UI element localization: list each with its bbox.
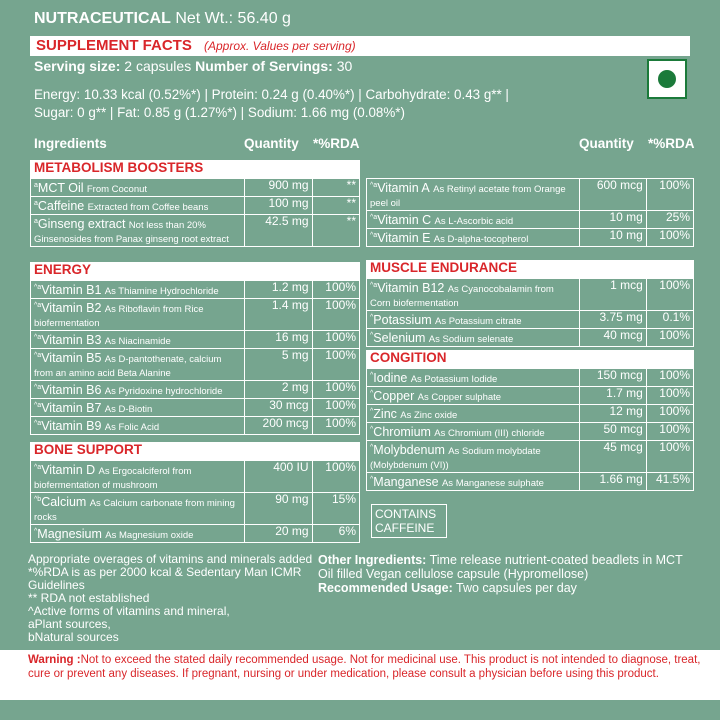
ingredient-cell <box>31 299 245 331</box>
ingredient-cell <box>367 279 580 311</box>
rows <box>367 179 694 247</box>
quantity-cell: 16 mg <box>244 331 312 349</box>
product-title <box>34 10 291 28</box>
rda-cell: 100% <box>646 441 693 473</box>
ingredient-source: As Thiamine Hydrochloride <box>104 286 219 297</box>
ingredient-source: As Potassium citrate <box>435 316 522 327</box>
rows <box>367 279 694 347</box>
footnote: Appropriate overages of vitamins and minerals added <box>28 552 313 566</box>
table-row <box>31 179 360 197</box>
ingredient-marker: ^a <box>34 464 42 471</box>
table-row <box>367 279 694 311</box>
ingredient-name: Vitamin C <box>377 213 432 227</box>
ingredient-marker: ^ <box>370 408 374 415</box>
ingredient-marker: ^a <box>370 232 378 239</box>
table-energy <box>30 280 360 435</box>
serving-info <box>34 58 352 74</box>
ingredient-cell <box>367 473 580 491</box>
table-muscle <box>366 278 694 347</box>
quantity-cell: 1.2 mg <box>244 281 312 299</box>
ingredient-source: As Ergocalciferol from biofermentation of mushroom <box>34 466 192 491</box>
table-vitamins <box>366 178 694 247</box>
quantity-cell: 90 mg <box>244 493 312 525</box>
ingredient-source: As Chromium (III) chloride <box>434 428 545 439</box>
ingredient-source: Not less than 20% Ginsenosides from Panax ginseng root extract <box>34 220 229 245</box>
section-title-metabolism: METABOLISM BOOSTERS <box>30 160 360 178</box>
quantity-cell: 20 mg <box>244 525 312 543</box>
rows <box>31 461 360 543</box>
ingredient-name: Vitamin A <box>377 181 430 195</box>
ingredient-name: MCT Oil <box>37 181 84 195</box>
ingredient-cell <box>31 331 245 349</box>
ingredient-name: Vitamin B5 <box>41 351 102 365</box>
ingredient-marker: ^ <box>370 426 374 433</box>
table-bone <box>30 460 360 543</box>
nutrition-line: Sugar: 0 g** | Fat: 0.85 g (1.27%*) | Sodium: 1.66 mg (0.08%*) <box>34 105 405 120</box>
warning-body: Not to exceed the stated daily recommended usage. Not for medicinal use. This product is not intended to diagnose, treat, cure or prevent any diseases. If pregnant, nursing or under medication, please consult a physician before using this product. <box>28 654 701 680</box>
quantity-cell: 600 mcg <box>579 179 646 211</box>
ingredient-cell <box>367 329 580 347</box>
table-row <box>367 229 694 247</box>
ingredient-marker: ^ <box>370 332 374 339</box>
rda-cell: ** <box>312 179 359 197</box>
ingredient-marker: ^ <box>34 528 38 535</box>
quantity-cell: 42.5 mg <box>244 215 312 247</box>
col-ingredients-header: Ingredients <box>34 136 107 151</box>
table-row <box>367 369 694 387</box>
ingredient-cell <box>367 179 580 211</box>
rda-cell: 100% <box>646 369 693 387</box>
ingredient-marker: ^a <box>34 302 42 309</box>
table-row <box>31 381 360 399</box>
rda-cell: 0.1% <box>646 311 693 329</box>
col-quantity-header-right: Quantity <box>579 136 634 151</box>
other-ingredients-text <box>318 553 698 581</box>
ingredient-source: As L-Ascorbic acid <box>434 216 514 227</box>
ingredient-cell <box>367 441 580 473</box>
ingredient-marker: ^ <box>370 314 374 321</box>
ingredient-cell <box>367 311 580 329</box>
ingredient-marker: ^a <box>34 352 42 359</box>
table-row <box>367 179 694 211</box>
quantity-cell: 150 mcg <box>579 369 646 387</box>
ingredient-marker: ^a <box>34 384 42 391</box>
rda-cell: 25% <box>646 211 693 229</box>
rda-cell: ** <box>312 215 359 247</box>
quantity-cell: 12 mg <box>579 405 646 423</box>
col-rda-header: *%RDA <box>313 136 360 151</box>
serving-size-label: Serving size: <box>34 58 121 74</box>
rda-cell: 41.5% <box>646 473 693 491</box>
other-ingredients-label: Other Ingredients: <box>318 553 427 567</box>
ingredient-name: Vitamin B1 <box>41 283 102 297</box>
table-row <box>31 215 360 247</box>
ingredient-cell <box>31 417 245 435</box>
warning-text <box>28 653 703 681</box>
ingredient-source: As Sodium molybdate (Molybdenum (VI)) <box>370 446 541 471</box>
other-ingredients <box>318 553 698 595</box>
ingredient-marker: ^ <box>370 372 374 379</box>
quantity-cell: 2 mg <box>244 381 312 399</box>
ingredient-name: Vitamin B9 <box>41 419 102 433</box>
ingredient-cell <box>31 281 245 299</box>
ingredient-source: As Retinyl acetate from Orange peel oil <box>370 184 566 209</box>
footnote: aPlant sources, <box>28 617 111 631</box>
rda-cell: 100% <box>646 423 693 441</box>
ingredient-cell <box>31 461 245 493</box>
ingredient-source: As Cyanocobalamin from Corn biofermentation <box>370 284 554 309</box>
ingredient-source: As Potassium Iodide <box>410 374 498 385</box>
ingredient-cell <box>31 197 245 215</box>
col-quantity-header: Quantity <box>244 136 299 151</box>
footnote: ^Active forms of vitamins and mineral, <box>28 604 230 618</box>
quantity-cell: 1 mcg <box>579 279 646 311</box>
table-row <box>31 281 360 299</box>
table-row <box>31 299 360 331</box>
ingredient-marker: ^a <box>370 182 378 189</box>
quantity-cell: 400 IU <box>244 461 312 493</box>
ingredient-marker: ^b <box>34 496 42 503</box>
table-row <box>31 493 360 525</box>
table-row <box>367 387 694 405</box>
ingredient-marker: ^a <box>34 420 42 427</box>
ingredient-name: Zinc <box>373 407 397 421</box>
ingredient-source: Extracted from Coffee beans <box>87 202 209 213</box>
ingredient-cell <box>31 381 245 399</box>
ingredient-name: Vitamin B12 <box>377 281 445 295</box>
rda-cell: 100% <box>312 299 359 331</box>
rda-cell: 100% <box>312 461 359 493</box>
usage-value: Two capsules per day <box>456 581 577 595</box>
facts-note: (Approx. Values per serving) <box>204 39 356 53</box>
ingredient-name: Vitamin E <box>377 231 431 245</box>
ingredient-cell <box>367 369 580 387</box>
rda-cell: ** <box>312 197 359 215</box>
table-row <box>367 311 694 329</box>
footnote: ** RDA not established <box>28 591 150 605</box>
rda-cell: 100% <box>646 329 693 347</box>
rda-cell: 100% <box>312 281 359 299</box>
servings-label: Number of Servings: <box>195 58 333 74</box>
section-title-muscle: MUSCLE ENDURANCE <box>366 260 694 278</box>
ingredient-source: As D-pantothenate, calcium from an amino acid Beta Alanine <box>34 354 222 379</box>
section-title-congition: CONGITION <box>366 350 694 368</box>
table-row <box>367 441 694 473</box>
ingredient-cell <box>367 211 580 229</box>
ingredient-source: As Riboflavin from Rice biofermentation <box>34 304 204 329</box>
quantity-cell: 5 mg <box>244 349 312 381</box>
quantity-cell: 50 mcg <box>579 423 646 441</box>
ingredient-name: Caffeine <box>37 199 85 213</box>
rda-cell: 100% <box>312 331 359 349</box>
quantity-cell: 900 mg <box>244 179 312 197</box>
ingredient-source: As Calcium carbonate from mining rocks <box>34 498 235 523</box>
ingredient-marker: ^ <box>370 444 374 451</box>
table-row <box>367 473 694 491</box>
ingredient-cell <box>31 179 245 197</box>
ingredient-cell <box>31 349 245 381</box>
rows <box>367 369 694 491</box>
usage-label: Recommended Usage: <box>318 581 453 595</box>
rda-cell: 100% <box>646 279 693 311</box>
ingredient-marker: a <box>34 200 38 207</box>
table-row <box>31 461 360 493</box>
ingredient-cell <box>367 405 580 423</box>
ingredient-source: As Pyridoxine hydrochloride <box>104 386 223 397</box>
ingredient-source: As Magnesium oxide <box>105 530 194 541</box>
footnote: bNatural sources <box>28 630 119 644</box>
ingredient-source: As Folic Acid <box>104 422 160 433</box>
contains-caffeine-box: CONTAINS CAFFEINE <box>371 504 447 538</box>
ingredient-cell <box>31 215 245 247</box>
section-title-bone: BONE SUPPORT <box>30 442 360 460</box>
ingredient-source: As D-alpha-tocopherol <box>433 234 529 245</box>
table-row <box>31 525 360 543</box>
quantity-cell: 1.7 mg <box>579 387 646 405</box>
ingredient-marker: ^ <box>370 390 374 397</box>
rda-cell: 6% <box>312 525 359 543</box>
quantity-cell: 10 mg <box>579 229 646 247</box>
rows <box>31 179 360 247</box>
col-rda-header-right: *%RDA <box>648 136 695 151</box>
rda-cell: 100% <box>312 349 359 381</box>
ingredient-source: As Niacinamide <box>104 336 171 347</box>
ingredient-name: Vitamin B2 <box>41 301 102 315</box>
servings-value: 30 <box>336 58 353 74</box>
table-row <box>31 399 360 417</box>
rda-cell: 100% <box>312 399 359 417</box>
ingredient-name: Vitamin D <box>41 463 96 477</box>
table-row <box>367 405 694 423</box>
footnotes <box>28 553 318 644</box>
ingredient-source: As Sodium selenate <box>428 334 514 345</box>
ingredient-marker: ^a <box>34 402 42 409</box>
section-title-energy: ENERGY <box>30 262 360 280</box>
ingredient-cell <box>31 399 245 417</box>
ingredient-source: As D-Biotin <box>104 404 153 415</box>
quantity-cell: 30 mcg <box>244 399 312 417</box>
footnote: *%RDA is as per 2000 kcal & Sedentary Man ICMR Guidelines <box>28 565 302 592</box>
quantity-cell: 200 mcg <box>244 417 312 435</box>
table-row <box>31 417 360 435</box>
rda-cell: 15% <box>312 493 359 525</box>
rda-cell: 100% <box>646 229 693 247</box>
nutrition-line: Energy: 10.33 kcal (0.52%*) | Protein: 0.24 g (0.40%*) | Carbohydrate: 0.43 g** | <box>34 87 509 102</box>
table-row <box>31 349 360 381</box>
facts-title: SUPPLEMENT FACTS <box>36 37 192 54</box>
rows <box>31 281 360 435</box>
ingredient-source: As Zinc oxide <box>400 410 458 421</box>
quantity-cell: 3.75 mg <box>579 311 646 329</box>
ingredient-cell <box>367 423 580 441</box>
ingredient-name: Chromium <box>373 425 431 439</box>
quantity-cell: 40 mcg <box>579 329 646 347</box>
ingredient-cell <box>31 493 245 525</box>
ingredient-source: From Coconut <box>86 184 148 195</box>
ingredient-name: Ginseng extract <box>37 217 126 231</box>
table-row <box>367 423 694 441</box>
ingredient-cell <box>367 387 580 405</box>
ingredient-name: Calcium <box>41 495 87 509</box>
ingredient-source: As Copper sulphate <box>417 392 502 403</box>
ingredient-marker: ^a <box>370 282 378 289</box>
rda-cell: 100% <box>312 417 359 435</box>
quantity-cell: 1.66 mg <box>579 473 646 491</box>
quantity-cell: 45 mcg <box>579 441 646 473</box>
ingredient-name: Vitamin B3 <box>41 333 102 347</box>
ingredient-name: Copper <box>373 389 415 403</box>
other-ingredients-value: Time release nutrient-coated beadlets in MCT Oil filled Vegan cellulose capsule (Hypromellose) <box>318 553 683 581</box>
serving-size-value: 2 capsules <box>124 58 192 74</box>
ingredient-cell <box>367 229 580 247</box>
ingredient-name: Molybdenum <box>373 443 445 457</box>
table-row <box>367 211 694 229</box>
table-congition <box>366 368 694 491</box>
ingredient-name: Vitamin B6 <box>41 383 102 397</box>
quantity-cell: 100 mg <box>244 197 312 215</box>
ingredient-name: Magnesium <box>37 527 102 541</box>
quantity-cell: 10 mg <box>579 211 646 229</box>
rda-cell: 100% <box>646 387 693 405</box>
rda-cell: 100% <box>312 381 359 399</box>
ingredient-marker: ^a <box>34 284 42 291</box>
ingredient-marker: ^ <box>370 476 374 483</box>
ingredient-name: Selenium <box>373 331 426 345</box>
table-row <box>31 331 360 349</box>
ingredient-name: Iodine <box>373 371 408 385</box>
ingredient-name: Potassium <box>373 313 432 327</box>
rda-cell: 100% <box>646 179 693 211</box>
ingredient-name: Manganese <box>373 475 439 489</box>
ingredient-marker: a <box>34 218 38 225</box>
recommended-usage <box>318 581 698 595</box>
ingredient-name: Vitamin B7 <box>41 401 102 415</box>
warning-label: Warning : <box>28 654 81 666</box>
quantity-cell: 1.4 mg <box>244 299 312 331</box>
ingredient-marker: ^a <box>34 334 42 341</box>
net-weight: Net Wt.: 56.40 g <box>175 10 291 27</box>
ingredient-source: As Manganese sulphate <box>441 478 544 489</box>
table-row <box>367 329 694 347</box>
ingredient-cell <box>31 525 245 543</box>
ingredient-marker: ^a <box>370 214 378 221</box>
ingredient-marker: a <box>34 182 38 189</box>
table-row <box>31 197 360 215</box>
rda-cell: 100% <box>646 405 693 423</box>
nutrition-summary <box>34 86 654 122</box>
table-metabolism <box>30 178 360 247</box>
veg-dot-icon <box>658 70 676 88</box>
product-name: NUTRACEUTICAL <box>34 10 171 27</box>
